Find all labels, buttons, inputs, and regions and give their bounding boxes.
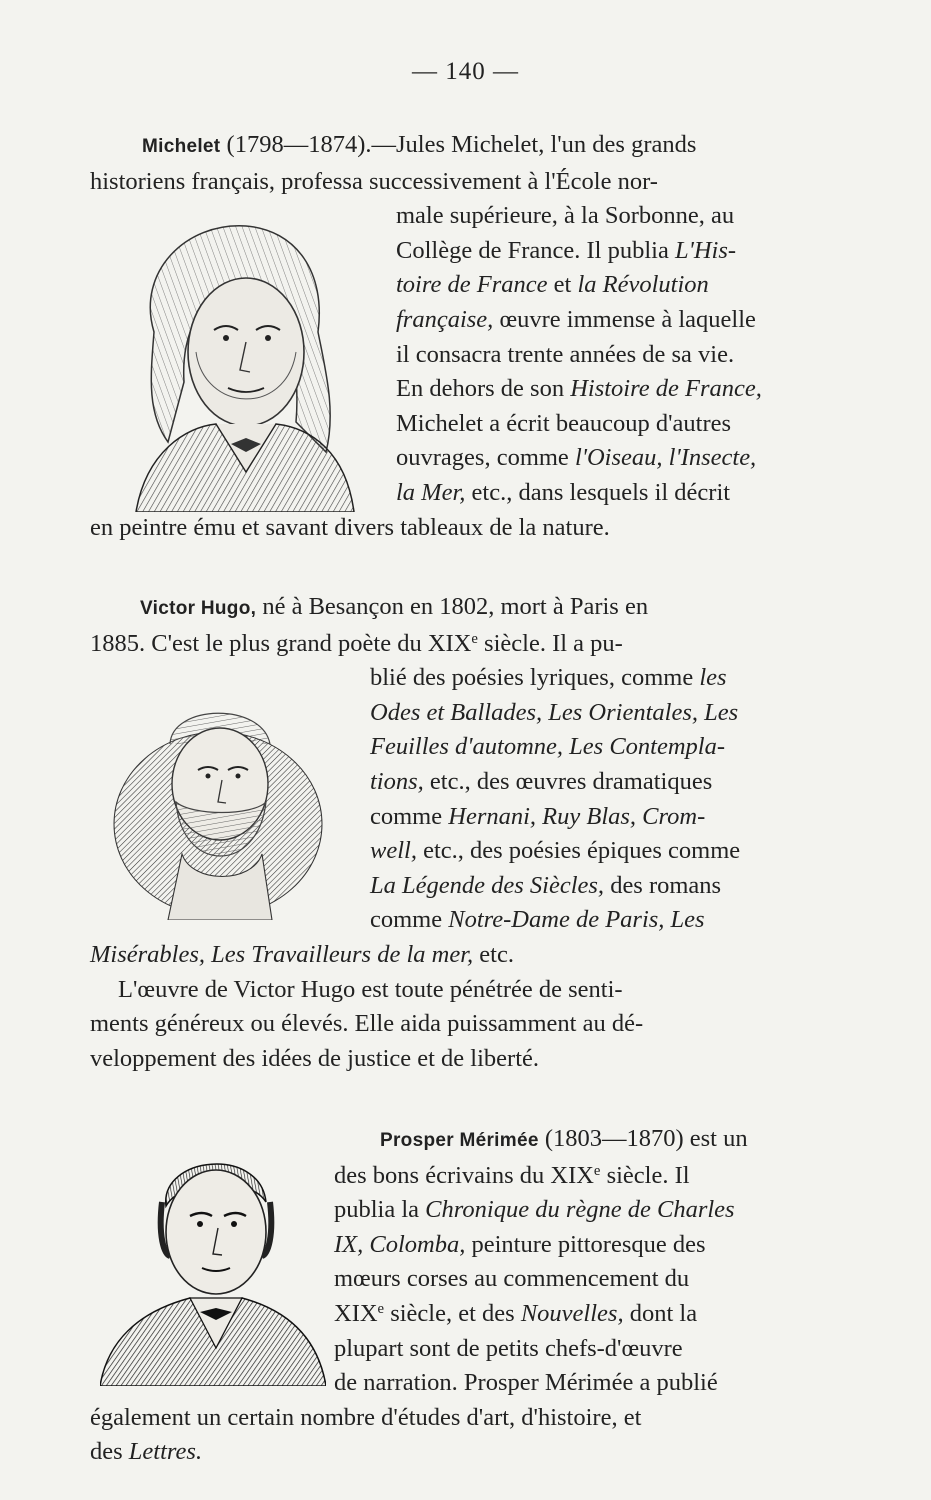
hugo-entry: Victor Hugo, né à Besançon en 1802, mort à Paris en 1885. C'est le plus grand poète du XIXe siècle. Il a pu- blié des poésies lyriques, comme les Odes et Ballades, Les Orientales, Les Feuilles d'automne, Les Contempla- tions, etc., des œuvres dramatiques comme Hernani, Ruy Blas, Crom- well, etc., des poésies épiques comme La Légende des Siècles, des romans comme Notre-Dame de Paris, Les Misérables, Les Travailleurs de la mer, etc. L'œuvre de Victor Hugo est toute pénétrée de senti- ments généreux ou élevés. Elle aida puissamment au dé- veloppement des idées de justice et de liberté. [90,593,741,1072]
author-name-michelet: Michelet [142,136,221,157]
author-name-hugo: Victor Hugo, [140,598,257,619]
merimee-entry: Prosper Mérimée (1803—1870) est un des bons écrivains du XIXe siècle. Il publia la Chronique du règne de Charles IX, Colomba, peinture pittoresque des mœurs corses au commencement du XIXe siècle, et des Nouvelles, dont la plupart sont de petits chefs-d'œuvre de narration. Prosper Mérimée a publié également un certain nombre d'études d'art, d'histoire, et des Lettres. [90,1125,748,1466]
author-name-merimee: Prosper Mérimée [380,1130,539,1151]
page-number: — 140 — [412,58,519,85]
michelet-entry: Michelet (1798—1874).—Jules Michelet, l'un des grands historiens français, professa successivement à l'École nor- male supérieure, à la Sorbonne, au Collège de France. Il publia L'His- toire de France et la Révolution française, œuvre immense à laquelle il consacra trente années de sa vie. En dehors de son Histoire de France, Michelet a écrit beaucoup d'autres ouvrages, comme l'Oiseau, l'Insecte, la Mer, etc., dans lesquels il décrit en peintre ému et savant divers tableaux de la nature. [90,131,762,541]
